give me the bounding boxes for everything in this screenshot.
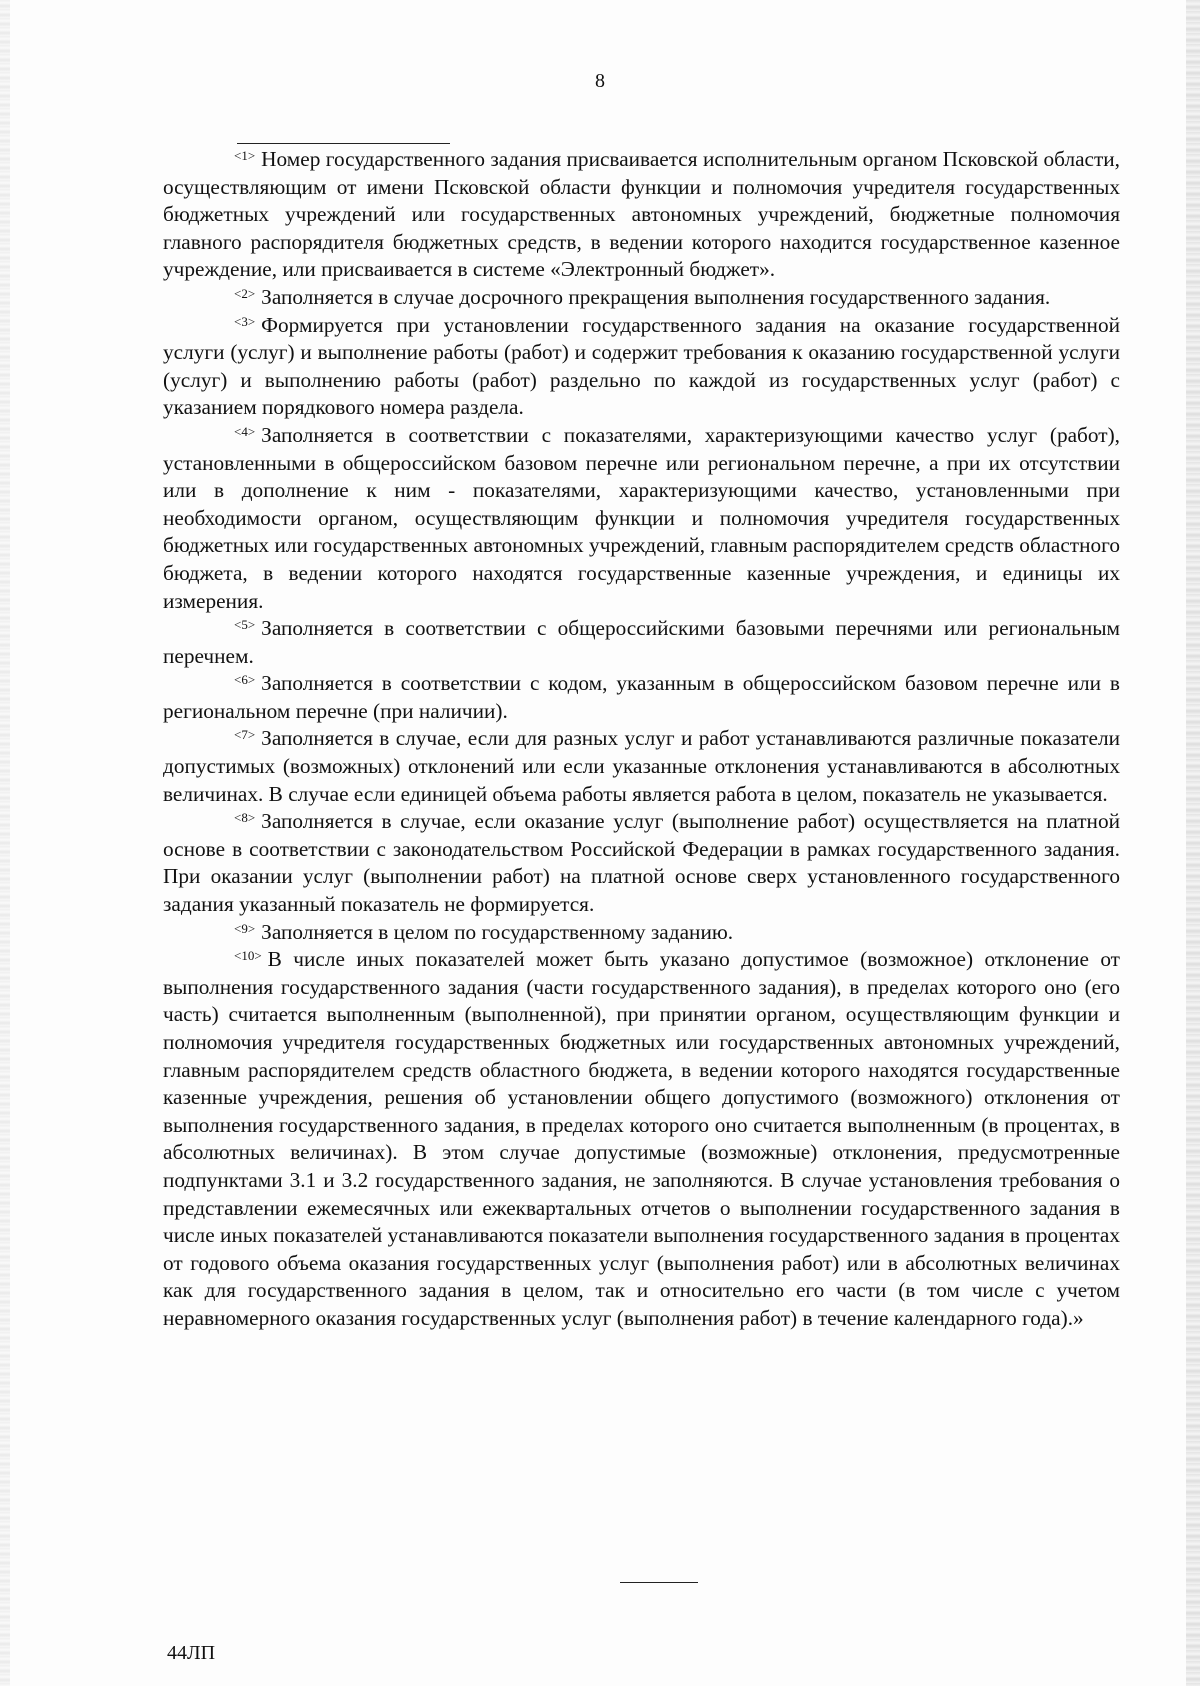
footnote-text: Заполняется в соответствии с кодом, указанным в общероссийском базовом перечне или в региональном перечне (при наличии). bbox=[163, 671, 1120, 723]
footnote-marker: <1> bbox=[234, 148, 256, 163]
footnote-text: Заполняется в случае, если оказание услуг (выполнение работ) осуществляется на платной основе в соответствии с законодательством Российской Федерации в рамках государственного задания. При оказании услуг (выполнении работ) на платной основе сверх установленного государственного задания указанный показатель не формируется. bbox=[163, 809, 1120, 917]
footnote-marker: <2> bbox=[234, 285, 256, 301]
footnote-8 bbox=[163, 808, 1120, 918]
footnote-text: Заполняется в случае, если для разных услуг и работ устанавливаются различные показатели допустимых (возможных) отклонений или если указанные отклонения устанавливаются в абсолютных величинах. В случае если единицей объема работы является работа в целом, показатель не указывается. bbox=[163, 726, 1120, 806]
footnote-marker: <7> bbox=[234, 727, 256, 743]
footnote-marker: <10> bbox=[234, 948, 262, 964]
footnote-marker: <4> bbox=[234, 423, 256, 439]
footnote-10 bbox=[163, 946, 1120, 1332]
footnote-marker: <3> bbox=[234, 313, 256, 329]
footnote-9 bbox=[163, 919, 1120, 947]
footnote-text: Заполняется в соответствии с показателями, характеризующими качество услуг (работ), установленными в общероссийском базовом перечне или региональном перечне, а при их отсутствии или в дополнение к ним - показателями, характеризующими качество, установленными при необходимости органом, осуществляющим функции и полномочия учредителя государственных бюджетных или государственных автономных учреждений, главным распорядителем средств областного бюджета, в ведении которого находятся государственные казенные учреждения, и единицы их измерения. bbox=[163, 422, 1120, 613]
footnote-text: Заполняется в соответствии с общероссийскими базовыми перечнями или региональным перечнем. bbox=[163, 616, 1120, 668]
footnote-5 bbox=[163, 615, 1120, 670]
page-number: 8 bbox=[595, 70, 605, 92]
footnote-7 bbox=[163, 725, 1120, 808]
end-separator-line bbox=[620, 1582, 698, 1583]
footnote-marker: <5> bbox=[234, 617, 256, 633]
footnote-text: Заполняется в случае досрочного прекращения выполнения государственного задания. bbox=[261, 284, 1051, 309]
scan-edge-right bbox=[1186, 0, 1200, 1686]
footnote-3 bbox=[163, 312, 1120, 422]
footnotes-block bbox=[163, 146, 1120, 1333]
document-code: 44ЛП bbox=[167, 1642, 216, 1664]
footnote-marker: <9> bbox=[234, 920, 256, 936]
footnote-4 bbox=[163, 422, 1120, 615]
scan-edge-left bbox=[0, 0, 10, 1686]
footnote-text: Формируется при установлении государственного задания на оказание государственной услуги (услуг) и выполнение работы (работ) и содержит требования к оказанию государственной услуги (услуг) и выполнению работы (работ) раздельно по каждой из государственных услуг (работ) с указанием порядкового номера раздела. bbox=[163, 312, 1120, 420]
footnote-text: В числе иных показателей может быть указано допустимое (возможное) отклонение от выполнения государственного задания (части государственного задания), в пределах которого оно (его часть) считается выполненным (выполненной), при принятии органом, осуществляющим функции и полномочия учредителя государственных бюджетных или государственных автономных учреждений, главным распорядителем средств областного бюджета, в ведении которого находятся государственные казенные учреждения, решения об установлении общего допустимого (возможного) отклонения от выполнения государственного задания, в пределах которого оно считается выполненным (в процентах, в абсолютных величинах). В этом случае допустимые (возможные) отклонения, предусмотренные подпунктами 3.1 и 3.2 государственного задания, не заполняются. В случае установления требования о представлении ежемесячных или ежеквартальных отчетов о выполнении государственного задания в числе иных показателей устанавливаются показатели выполнения государственного задания в процентах от годового объема оказания государственных услуг (выполнения работ) или в абсолютных величинах как для государственного задания в целом, так и относительно его части (в том числе с учетом неравномерного оказания государственных услуг (выполнения работ) в течение календарного года).» bbox=[163, 947, 1120, 1330]
footnote-marker: <8> bbox=[234, 810, 256, 826]
footnote-2 bbox=[163, 284, 1120, 312]
footnote-marker: <6> bbox=[234, 672, 256, 688]
footnote-separator-line bbox=[237, 143, 450, 144]
footnote-6 bbox=[163, 670, 1120, 725]
footnote-text: Заполняется в целом по государственному заданию. bbox=[261, 919, 734, 944]
footnote-1 bbox=[163, 146, 1120, 284]
footnote-text: Номер государственного задания присваивается исполнительным органом Псковской области, осуществляющим от имени Псковской области функции и полномочия учредителя государственных бюджетных учреждений или государственных автономных учреждений, бюджетные полномочия главного распорядителя бюджетных средств, в ведении которого находится государственное казенное учреждение, или присваивается в системе «Электронный бюджет». bbox=[163, 147, 1120, 282]
